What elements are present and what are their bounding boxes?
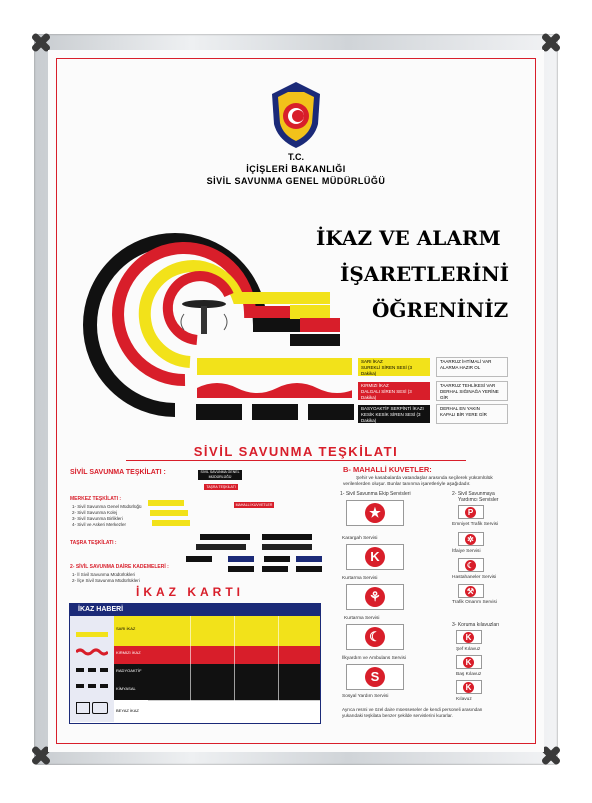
signal-action: ALARMA HAZIR OL xyxy=(440,365,481,370)
org-chart-box xyxy=(262,544,312,550)
org-chart-mahalli: MAHALLİ KUVVETLER xyxy=(235,503,273,507)
signal-action: DERHAL EN YAKIN xyxy=(440,406,480,411)
red-wave-symbol xyxy=(76,648,108,656)
service-label: İlkyardım ve Ambulans Servisi xyxy=(342,656,406,661)
service-badge xyxy=(458,558,484,572)
letter-k-icon: K xyxy=(365,547,385,567)
black-signal-bar xyxy=(252,404,298,420)
crescent-icon: ☾ xyxy=(365,627,385,647)
corner-clip-icon xyxy=(542,33,560,51)
signal-action: TAARRUZ İHTİMALİ VAR xyxy=(440,359,492,364)
signal-yellow-action xyxy=(436,357,508,377)
org-chart-box xyxy=(262,534,312,540)
header-line2: İÇİŞLERİ BAKANLIĞI xyxy=(246,164,346,174)
row-label-cell xyxy=(114,616,148,646)
org-chart-box xyxy=(148,500,184,506)
header-line3: SİVİL SAVUNMA GENEL MÜDÜRLÜĞÜ xyxy=(206,176,386,186)
red-wave-bar xyxy=(197,378,352,398)
service-badge xyxy=(346,664,404,690)
service-badge xyxy=(346,500,404,526)
service-badge xyxy=(458,584,484,598)
letter-k-icon: K xyxy=(463,657,474,668)
column-divider xyxy=(190,616,191,722)
title-line2: İŞARETLERİNİ xyxy=(340,262,509,286)
black-signal-bar xyxy=(196,404,242,420)
black-dash xyxy=(88,684,96,688)
column-divider xyxy=(278,616,279,722)
mahalli-title: B- MAHALLİ KUVETLER: xyxy=(343,465,432,474)
signal-action: KAPALI BİR YERE GİR xyxy=(440,412,487,417)
corner-clip-icon xyxy=(542,746,560,764)
black-dash xyxy=(100,684,108,688)
signal-action: TAARRUZ TEHLİKESİ VAR xyxy=(440,383,496,388)
signal-name: KIRMIZI İKAZ xyxy=(361,383,389,388)
letter-k-icon: K xyxy=(463,682,474,693)
mahalli-footer: Ayrıca resmi ve özel daire müesseseler de kendi personeli arasından xyxy=(342,707,483,712)
service-label: Hastahaneler Servisi xyxy=(452,575,497,580)
right-services-heading: Yardımcı Servisler xyxy=(458,497,499,503)
service-label: Emniyet Trafik Servisi xyxy=(452,522,499,527)
org-chart-tasra: TAŞRA TEŞKİLATI xyxy=(204,484,238,490)
column-divider xyxy=(234,616,235,722)
service-badge xyxy=(346,544,404,570)
ikaz-karti-title: İKAZ KARTI xyxy=(136,585,244,599)
signal-red-action xyxy=(436,381,508,401)
org-title-divider xyxy=(126,460,466,461)
guide-label: Şef Kılavuz xyxy=(456,647,481,652)
siren-icon xyxy=(181,300,227,334)
row-label: SARI İKAZ xyxy=(116,626,136,631)
merkez-item: 2- Sivil Savunma Kolej xyxy=(72,510,118,515)
letter-s-icon: S xyxy=(365,667,385,687)
flower-icon: ⚘ xyxy=(365,587,385,607)
star-icon: ★ xyxy=(365,503,385,523)
guide-label: Kılavuz xyxy=(456,697,472,702)
service-label: Karargah Servisi xyxy=(342,536,378,541)
org-chart-box xyxy=(150,510,188,516)
service-badge xyxy=(346,584,404,610)
org-chart-box xyxy=(262,566,288,572)
org-chart-box xyxy=(186,556,212,562)
signal-name: SARI İKAZ xyxy=(361,359,383,364)
crescent-icon: ☾ xyxy=(466,561,475,570)
service-label: Kurtarma Servisi xyxy=(342,576,378,581)
merkez-heading: MERKEZ TEŞKİLATI : xyxy=(70,496,122,502)
guide-badge xyxy=(456,630,482,644)
guide-label: Baş Kılavuz xyxy=(456,672,482,677)
org-chart-box xyxy=(228,566,254,572)
black-dash xyxy=(100,668,108,672)
daire-item: 1- İl Sivil Savunma Müdürlükleri xyxy=(72,572,136,577)
service-badge xyxy=(458,532,484,546)
row-label: KİMYASAL xyxy=(116,686,136,691)
ikaz-karti-card xyxy=(69,603,321,724)
service-label: İtfaiye Servisi xyxy=(452,549,481,554)
title-line1: İKAZ VE ALARM xyxy=(316,226,501,250)
merkez-item: 3- Sivil Savunma Birlikleri xyxy=(72,516,123,521)
signal-name: BASYOAKTİF SERPİNTİ İKAZI xyxy=(361,406,424,411)
service-label: Sosyal Yardım Servisi xyxy=(342,694,389,699)
service-label: Kurtarma Servisi xyxy=(344,616,380,621)
koruma-heading: 3- Koruma kılavuzları xyxy=(452,622,500,628)
org-chart-box xyxy=(200,534,250,540)
mahalli-intro: Şehir ve kasabalarda vatandaşlar arasında seçilerek yükümlülük xyxy=(356,476,493,481)
row-label: KIRMIZI İKAZ xyxy=(116,650,141,655)
daire-heading: 2- SİVİL SAVUNMA DAİRE KADEMELERİ : xyxy=(70,564,169,570)
signal-black-label xyxy=(358,405,430,423)
row-label-cell xyxy=(114,682,148,700)
tasra-heading: TAŞRA TEŞKİLATI : xyxy=(70,540,117,546)
merkez-item: 4- Sivil ve Askeri Merkezler xyxy=(72,522,127,527)
signal-yellow-label xyxy=(358,358,430,376)
org-chart-box xyxy=(264,556,290,562)
service-badge xyxy=(346,624,404,650)
service-badge xyxy=(458,505,484,519)
org-chart-top: SİVİL SAVUNMA GENEL MÜDÜRLÜĞÜ xyxy=(198,470,242,480)
org-chart-box xyxy=(296,556,322,562)
letter-k-icon: K xyxy=(463,632,474,643)
row-label: BEYAZ İKAZ xyxy=(116,708,139,713)
org-chart-box xyxy=(196,544,246,550)
mahalli-footer: yukarıdaki teşkilata benzer şekilde servislerini kurarlar. xyxy=(342,713,453,718)
org-chart-box xyxy=(228,556,254,562)
signal-detail: KESİK KESİK SİREN SESİ (3 Dakika) xyxy=(361,412,421,423)
corner-clip-icon xyxy=(32,33,50,51)
mahalli-intro: verilenlerden oluşur. Bunlar tanınma işaretleriyle aşağıdadır. xyxy=(343,482,471,487)
org-section-title: SİVİL SAVUNMA TEŞKİLATI xyxy=(193,444,399,459)
header-line1: T.C. xyxy=(287,152,304,162)
black-signal-bar xyxy=(308,404,354,420)
daire-item: 2- İlçe Sivil Savunma Müdürlükleri xyxy=(72,578,140,583)
fire-icon: ✲ xyxy=(465,534,476,545)
letter-p-icon: P xyxy=(465,507,476,518)
radio-icon xyxy=(92,702,108,714)
black-dash xyxy=(76,668,84,672)
yellow-symbol xyxy=(76,632,108,637)
card-header: İKAZ HABERİ xyxy=(78,606,124,613)
guide-badge xyxy=(456,680,482,694)
org-chart-box xyxy=(296,566,322,572)
tv-icon xyxy=(76,702,90,714)
signal-detail: DALGALI SİREN SESİ (3 Dakika) xyxy=(361,389,412,400)
right-services-heading: 2- Sivil Savunmaya xyxy=(452,491,495,497)
merkez-item: 1- Sivil Savunma Genel Müdürlüğü xyxy=(72,504,142,509)
black-dash xyxy=(76,684,84,688)
org-chart-box xyxy=(152,520,190,526)
title-line3: ÖĞRENİNİZ xyxy=(372,298,509,322)
yellow-signal-bar xyxy=(197,358,352,375)
tools-icon: ⚒ xyxy=(466,587,475,596)
signal-red-label xyxy=(358,382,430,400)
signal-detail: SUREKLİ SİREN SESİ (3 Dakika) xyxy=(361,365,413,376)
signal-action: DERHAL SIĞINAĞA YERİNE GİR xyxy=(440,389,499,400)
guide-badge xyxy=(456,655,482,669)
row-label: RADYOAKTİF xyxy=(116,668,142,673)
row-label-cell xyxy=(114,664,148,682)
service-label: Trafik Onarım Servisi xyxy=(452,600,497,605)
row-label-cell xyxy=(114,646,148,664)
ministry-emblem-icon xyxy=(268,80,324,150)
left-services-heading: 1- Sivil Savunma Ekip Servisleri xyxy=(340,491,411,497)
org-left-title: SİVİL SAVUNMA TEŞKİLATI : xyxy=(70,469,166,476)
black-dash xyxy=(88,668,96,672)
signal-black-action xyxy=(436,404,508,424)
